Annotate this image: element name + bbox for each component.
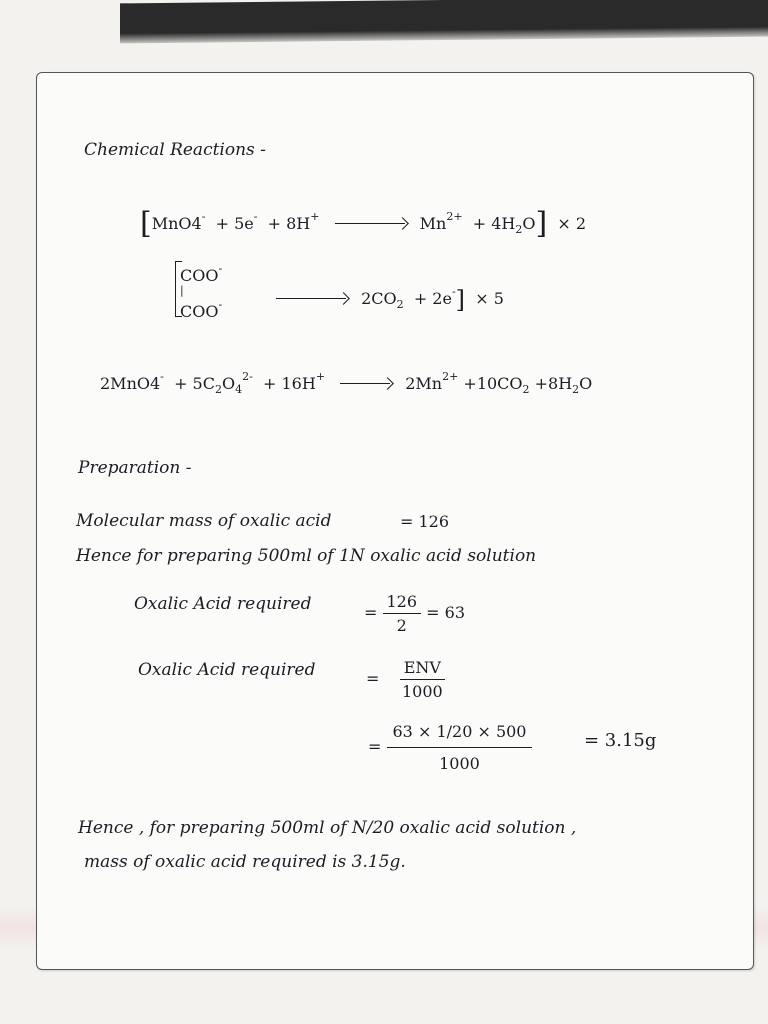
charge: 2+ <box>442 370 459 383</box>
calc3-result: = 3.15g <box>584 730 657 751</box>
conclusion-line-1: Hence , for preparing 500ml of N/20 oxalic acid solution , <box>78 818 577 838</box>
coo-bottom: COO <box>180 302 219 321</box>
conclusion-line-2: mass of oxalic acid required is 3.15g. <box>84 852 406 872</box>
reactant-permanganate: MnO4 <box>151 214 202 233</box>
equals-sign: = <box>366 669 380 688</box>
product-co2: 2CO <box>361 289 397 308</box>
equals-sign: = <box>368 737 382 756</box>
oxalate-link: | <box>180 284 184 297</box>
subscript: 2 <box>572 383 580 396</box>
calc2-label: Oxalic Acid required <box>138 660 316 680</box>
overall-reaction <box>100 370 592 396</box>
oxalate-bottom <box>180 294 222 323</box>
reactant-protons: + 8H <box>267 214 311 233</box>
open-bracket: [ <box>140 206 152 241</box>
calc1-expression <box>364 592 465 635</box>
overall-product-water: +8H <box>534 374 573 393</box>
charge: - <box>218 262 223 275</box>
formula-tail: O <box>579 374 593 393</box>
reaction-1 <box>140 202 587 241</box>
calc1-result: = 63 <box>426 603 465 622</box>
overall-term-oxalate: + 5C <box>174 374 215 393</box>
multiplier: × 5 <box>475 289 504 308</box>
subscript: 2 <box>396 298 404 311</box>
molecular-mass-value: = 126 <box>400 512 450 531</box>
close-bracket: ] <box>535 206 548 241</box>
coo-top: COO <box>180 266 219 285</box>
calc3-fraction <box>387 722 533 773</box>
multiplier: × 2 <box>557 214 587 233</box>
overall-term-protons: + 16H <box>263 374 316 393</box>
reaction-arrow <box>276 298 346 299</box>
subscript: 2 <box>522 383 530 396</box>
equals-sign: = <box>364 603 378 622</box>
page-top-shadow <box>120 0 768 43</box>
overall-term-permanganate: 2MnO4 <box>100 374 161 393</box>
charge: + <box>310 210 320 223</box>
charge: - <box>160 370 164 383</box>
product-manganese: Mn <box>419 214 447 233</box>
numerator: 63 × 1/20 × 500 <box>387 722 533 748</box>
reaction-arrow <box>340 383 390 384</box>
subscript: 2 <box>515 223 523 236</box>
formula-mid: O <box>221 374 236 393</box>
charge: 2- <box>242 370 253 383</box>
calc2-fraction <box>400 658 445 701</box>
overall-product-co2: +10CO <box>463 374 523 393</box>
charge: - <box>218 298 223 311</box>
calc3-expression <box>368 722 532 773</box>
hence-statement: Hence for preparing 500ml of 1N oxalic acid solution <box>76 546 537 566</box>
close-bracket: ] <box>455 286 466 314</box>
charge: + <box>315 370 326 383</box>
formula-tail: O <box>522 214 536 233</box>
denominator: 1000 <box>402 682 443 701</box>
charge: - <box>451 285 456 298</box>
overall-product-manganese: 2Mn <box>405 374 443 393</box>
numerator: 126 <box>383 592 422 614</box>
denominator: 1000 <box>439 754 480 773</box>
calc1-fraction <box>383 592 422 635</box>
calc1-label: Oxalic Acid required <box>134 594 312 614</box>
reactant-electrons: + 5e <box>215 214 254 233</box>
denominator: 2 <box>396 616 407 635</box>
subscript: 2 <box>214 383 222 396</box>
section-heading-reactions: Chemical Reactions - <box>84 140 266 160</box>
subscript: 4 <box>235 383 243 396</box>
reaction-arrow <box>335 223 405 224</box>
oxalate-top <box>180 258 222 287</box>
product-electrons: + 2e <box>413 289 452 308</box>
charge: - <box>201 210 206 223</box>
section-heading-preparation: Preparation - <box>78 458 192 478</box>
product-water: + 4H <box>472 214 516 233</box>
charge: 2+ <box>446 210 463 223</box>
reaction-2 <box>266 282 504 314</box>
calc2-expression <box>366 658 445 701</box>
numerator: ENV <box>400 658 445 680</box>
molecular-mass-label: Molecular mass of oxalic acid <box>76 511 332 531</box>
charge: - <box>253 210 258 223</box>
